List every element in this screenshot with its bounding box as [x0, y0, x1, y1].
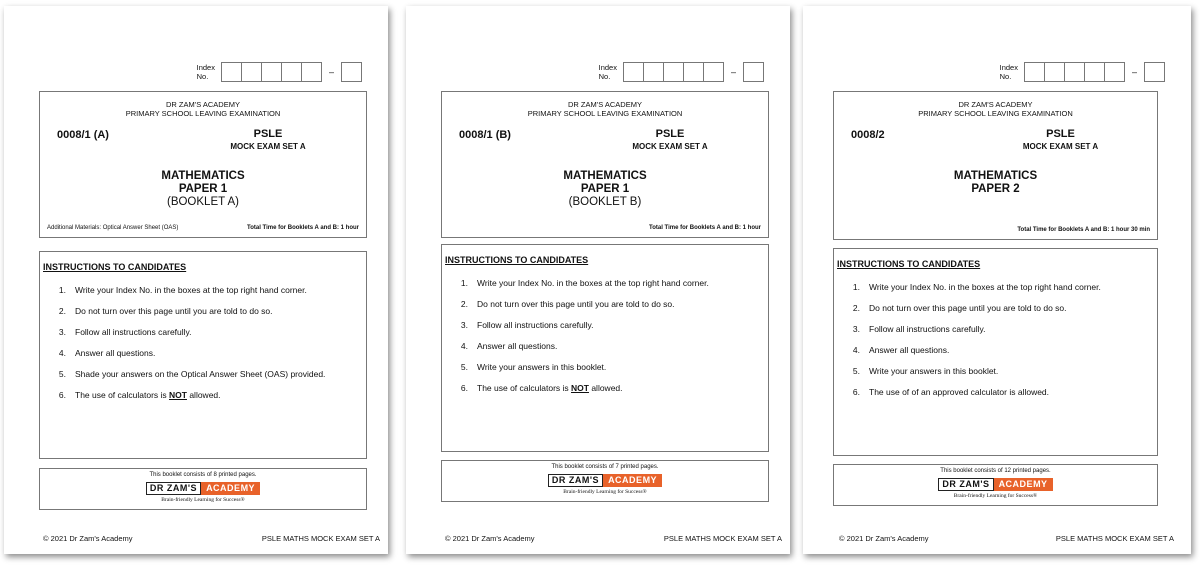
header-title: DR ZAM'S ACADEMY PRIMARY SCHOOL LEAVING EXAMINATION	[527, 100, 683, 118]
subject-title: MATHEMATICS PAPER 1 (BOOKLET A)	[161, 170, 245, 208]
index-label: Index No.	[598, 63, 617, 81]
instruction-item: 3. Follow all instructions carefully.	[852, 324, 986, 334]
instruction-item: 4. Answer all questions.	[460, 341, 558, 351]
index-dash: –	[730, 67, 736, 77]
copyright: © 2021 Dr Zam's Academy	[839, 534, 929, 543]
copyright: © 2021 Dr Zam's Academy	[43, 534, 133, 543]
cover-page-paper-2	[803, 6, 1191, 554]
instruction-item: 5. Shade your answers on the Optical Answer Sheet (OAS) provided.	[58, 369, 326, 379]
instruction-item: 2. Do not turn over this page until you are told to do so.	[460, 299, 675, 309]
instruction-item-calculator: 6. The use of calculators is NOT allowed.	[460, 383, 623, 393]
instruction-item: 3. Follow all instructions carefully.	[460, 320, 594, 330]
instructions-title: INSTRUCTIONS TO CANDIDATES	[43, 262, 187, 272]
instruction-item: 4. Answer all questions.	[852, 345, 950, 355]
academy-logo: DR ZAM'S ACADEMY	[548, 474, 662, 487]
instruction-item: 1. Write your Index No. in the boxes at the top right hand corner.	[852, 282, 1101, 292]
printed-pages: This booklet consists of 12 printed pages.	[940, 468, 1051, 474]
instructions-list	[40, 280, 366, 406]
index-dash: –	[328, 67, 334, 77]
academy-logo: DR ZAM'S ACADEMY	[938, 478, 1052, 491]
instructions-box	[833, 248, 1158, 456]
logo-tagline: Brain-friendly Learning for Success®	[161, 497, 245, 503]
copyright: © 2021 Dr Zam's Academy	[445, 534, 535, 543]
index-number-box	[1000, 62, 1165, 82]
index-dash: –	[1131, 67, 1137, 77]
series-title: PSLE MATHS MOCK EXAM SET A	[261, 534, 380, 543]
total-time: Total Time for Booklets A and B: 1 hour	[246, 225, 359, 231]
instruction-item-calculator: 6. The use of calculators is NOT allowed.	[58, 390, 221, 400]
instruction-item: 1. Write your Index No. in the boxes at the top right hand corner.	[460, 278, 709, 288]
instruction-item: 1. Write your Index No. in the boxes at the top right hand corner.	[58, 285, 307, 295]
index-cells	[221, 62, 322, 82]
cover-page-booklet-b	[406, 6, 790, 554]
instructions-title: INSTRUCTIONS TO CANDIDATES	[445, 255, 589, 265]
index-number-box	[197, 62, 362, 82]
index-label: Index No.	[196, 63, 215, 81]
instructions-list	[442, 273, 768, 399]
cover-page-booklet-a	[4, 6, 388, 554]
subject-title: MATHEMATICS PAPER 2	[953, 170, 1038, 195]
instruction-item: 3. Follow all instructions carefully.	[58, 327, 192, 337]
psle-title: PSLE MOCK EXAM SET A	[632, 128, 708, 151]
index-cells	[1024, 62, 1125, 82]
index-check-cell	[1144, 62, 1165, 82]
instructions-box	[39, 251, 367, 459]
additional-materials: Additional Materials: Optical Answer Sheet (OAS)	[47, 225, 179, 231]
header-title: DR ZAM'S ACADEMY PRIMARY SCHOOL LEAVING EXAMINATION	[918, 100, 1073, 118]
subject-title: MATHEMATICS PAPER 1 (BOOKLET B)	[563, 170, 647, 208]
series-title: PSLE MATHS MOCK EXAM SET A	[663, 534, 782, 543]
index-check-cell	[743, 62, 764, 82]
exam-header	[441, 91, 769, 238]
psle-title: PSLE MOCK EXAM SET A	[230, 128, 306, 151]
booklet-footer-box	[39, 468, 367, 510]
exam-header	[833, 91, 1158, 240]
paper-code: 0008/1 (A)	[57, 129, 109, 141]
index-check-cell	[341, 62, 362, 82]
total-time: Total Time for Booklets A and B: 1 hour 30 min	[1017, 227, 1150, 233]
instruction-item: 5. Write your answers in this booklet.	[852, 366, 999, 376]
paper-code: 0008/1 (B)	[459, 129, 511, 141]
index-cells	[623, 62, 724, 82]
logo-tagline: Brain-friendly Learning for Success®	[563, 489, 647, 495]
academy-logo: DR ZAM'S ACADEMY	[146, 482, 260, 495]
paper-code: 0008/2	[851, 129, 885, 141]
instruction-item: 4. Answer all questions.	[58, 348, 156, 358]
instruction-item: 5. Write your answers in this booklet.	[460, 362, 607, 372]
instruction-item: 2. Do not turn over this page until you are told to do so.	[58, 306, 273, 316]
printed-pages: This booklet consists of 8 printed pages.	[149, 472, 257, 478]
printed-pages: This booklet consists of 7 printed pages.	[551, 464, 659, 470]
series-title: PSLE MATHS MOCK EXAM SET A	[1055, 534, 1174, 543]
header-title: DR ZAM'S ACADEMY PRIMARY SCHOOL LEAVING EXAMINATION	[125, 100, 281, 118]
booklet-footer-box	[833, 464, 1158, 506]
index-number-box	[599, 62, 764, 82]
psle-title: PSLE MOCK EXAM SET A	[1022, 128, 1099, 151]
instruction-item-calculator: 6. The use of of an approved calculator is allowed.	[852, 387, 1050, 397]
booklet-footer-box	[441, 460, 769, 502]
exam-header	[39, 91, 367, 238]
logo-tagline: Brain-friendly Learning for Success®	[953, 493, 1038, 499]
instructions-list	[834, 277, 1157, 403]
index-label: Index No.	[999, 63, 1018, 81]
total-time: Total Time for Booklets A and B: 1 hour	[648, 225, 761, 231]
instruction-item: 2. Do not turn over this page until you are told to do so.	[852, 303, 1067, 313]
instructions-box	[441, 244, 769, 452]
instructions-title: INSTRUCTIONS TO CANDIDATES	[837, 259, 981, 269]
